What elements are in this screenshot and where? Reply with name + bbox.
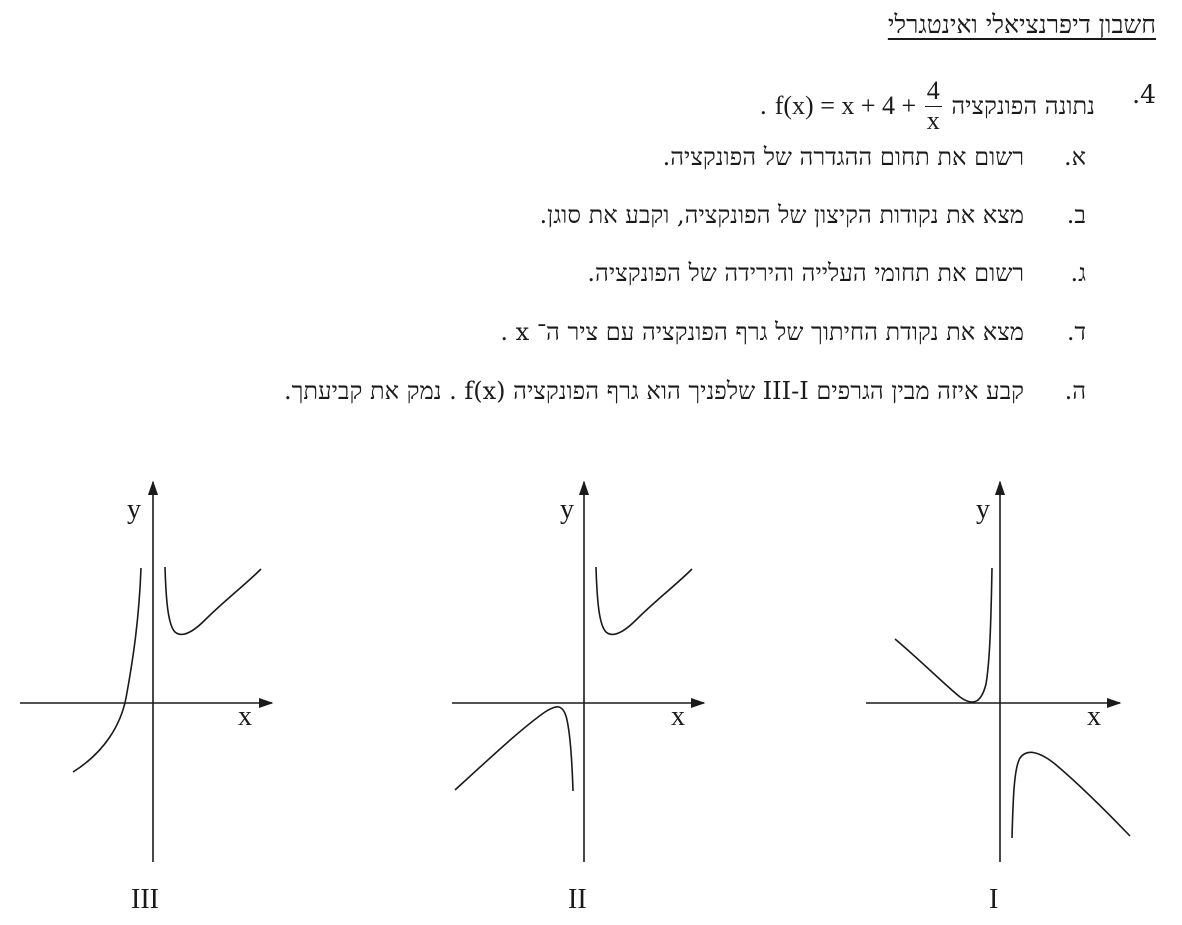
graph-i: [866, 482, 1130, 915]
part-letter-a: א.: [1063, 143, 1086, 171]
fraction-numerator: 4: [926, 76, 940, 105]
part-text-a: רשום את תחום ההגדרה של הפונקציה.: [662, 143, 1024, 171]
graph-iii-left-branch: [73, 568, 141, 772]
fraction-denominator: x: [926, 106, 940, 135]
graph-iii-y-label: y: [127, 494, 141, 525]
function-lhs: f(x) = x + 4 +: [774, 90, 917, 120]
graph-ii-left-branch: [455, 707, 573, 791]
graph-i-x-label: x: [1087, 701, 1101, 732]
intro-text: נתונה הפונקציה: [951, 91, 1095, 120]
graph-ii-caption: II: [568, 884, 587, 915]
part-text-b: מצא את נקודות הקיצון של הפונקציה, וקבע את סוגן.: [539, 201, 1024, 229]
part-text-c: רשום את תחומי העלייה והירידה של הפונקציה.: [587, 259, 1024, 287]
graph-iii-right-branch: [165, 567, 261, 634]
graph-i-right-branch: [1012, 752, 1130, 838]
section-title: חשבון דיפרנציאלי ואינטגרלי: [887, 10, 1156, 39]
graph-i-left-branch: [895, 568, 992, 702]
part-text-d: מצא את נקודת החיתוך של גרף הפונקציה עם ציר ה־ x .: [500, 318, 1024, 346]
part-letter-b: ב.: [1066, 201, 1086, 229]
part-letter-c: ג.: [1070, 259, 1086, 287]
part-text-e: קבע איזה מבין הגרפים III-I שלפניך הוא גרף הפונקציה f(x) . נמק את קביעתך.: [283, 377, 1024, 405]
question-number: .4: [1132, 80, 1156, 109]
graph-iii-caption: III: [131, 884, 159, 915]
graph-i-caption: I: [989, 884, 999, 915]
intro-end: .: [759, 91, 768, 120]
graph-ii-y-label: y: [560, 494, 574, 525]
graph-iii: [20, 482, 272, 915]
part-letter-e: ה.: [1064, 377, 1086, 405]
graph-iii-x-label: x: [238, 701, 252, 732]
graph-ii-x-label: x: [671, 701, 685, 732]
part-letter-d: ד.: [1066, 318, 1086, 346]
graph-ii: [452, 482, 704, 915]
graph-i-y-label: y: [976, 494, 990, 525]
graph-ii-right-branch: [596, 567, 692, 634]
